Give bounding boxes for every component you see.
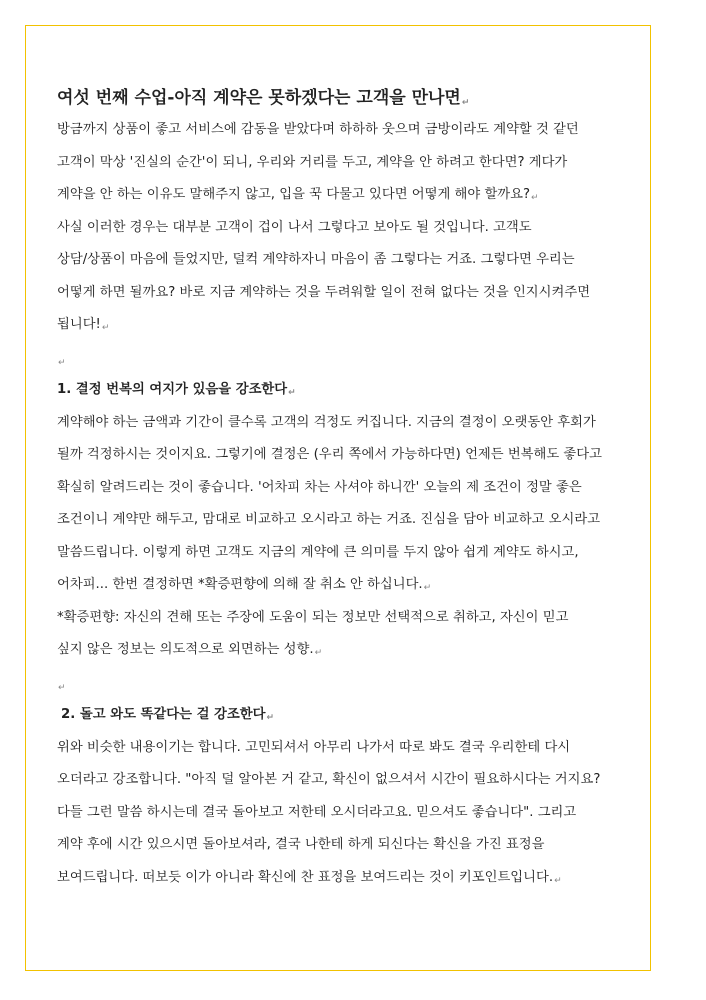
text-line: 오더라고 강조합니다. "아직 덜 알아본 거 같고, 확신이 없으셔서 시간이 필요하시다는 거지요?	[57, 772, 601, 787]
document-title: 여섯 번째 수업-아직 계약은 못하겠다는 고객을 만나면↵	[57, 88, 470, 108]
footnote-line: 싶지 않은 정보는 의도적으로 외면하는 성향.↵	[57, 642, 323, 658]
paragraph-mark-icon: ↵	[554, 875, 562, 886]
document-body	[57, 84, 657, 900]
text-line: 위와 비슷한 내용이기는 합니다. 고민되셔서 아무리 나가서 따로 봐도 결국 우리한테 다시	[57, 739, 571, 755]
text-line: 될까 걱정하시는 것이지요. 그렇기에 결정은 (우리 쪽에서 가능하다면) 언제든 번복해도 좋다고	[57, 447, 602, 462]
text-line: 어떻게 하면 될까요? 바로 지금 계약하는 것을 두려워할 일이 전혀 없다는 것을 인지시켜주면	[57, 284, 591, 300]
text-line: 사실 이러한 경우는 대부분 고객이 겁이 나서 그렇다고 보아도 될 것입니다. 고객도	[57, 219, 532, 235]
text-line: 조건이니 계약만 해두고, 맘대로 비교하고 오시라고 하는 거죠. 진심을 담아 비교하고 오시라고	[57, 512, 601, 527]
text-line: 계약을 안 하는 이유도 말해주지 않고, 입을 꾹 다물고 있다면 어떻게 해야 할까요?↵	[57, 187, 539, 203]
text-line: 말씀드립니다. 이렇게 하면 고객도 지금의 계약에 큰 의미를 두지 않아 쉽게 계약도 하시고,	[57, 544, 579, 560]
section-heading: 2. 돌고 와도 똑같다는 걸 강조한다↵	[61, 707, 274, 723]
paragraph-mark-icon: ↵	[531, 193, 539, 203]
text-line: 어차피... 한번 결정하면 *확증편향에 의해 잘 취소 안 하십니다.↵	[57, 577, 432, 593]
text-line: 계약 후에 시간 있으시면 돌아보셔라, 결국 나한테 하게 되신다는 확신을 가진 표정을	[57, 837, 545, 852]
paragraph-mark-icon: ↵	[58, 682, 66, 693]
text-line: 계약해야 하는 금액과 기간이 클수록 고객의 걱정도 커집니다. 지금의 결정이 오랫동안 후회가	[57, 414, 596, 430]
paragraph-mark-icon: ↵	[461, 98, 470, 108]
paragraph-mark-icon: ↵	[101, 323, 110, 333]
text-line: 다들 그런 말씀 하시는데 결국 돌아보고 저한테 오시더라고요. 믿으셔도 좋습니다". 그리고	[57, 804, 577, 820]
section-2	[57, 705, 657, 900]
text-line: 됩니다!↵	[57, 317, 110, 333]
text-line: 고객이 막상 '진실의 순간'이 되니, 우리와 거리를 두고, 계약을 안 하려고 한다면? 게다가	[57, 154, 568, 170]
paragraph-mark-icon: ↵	[58, 357, 66, 368]
section-heading: 1. 결정 번복의 여지가 있음을 강조한다↵	[57, 382, 296, 398]
empty-line	[57, 673, 657, 706]
intro-paragraph	[57, 120, 657, 348]
text-line: 확실히 알려드리는 것이 좋습니다. '어차피 차는 사셔야 하니깐' 오늘의 제 조건이 정말 좋은	[57, 479, 582, 495]
empty-line	[57, 348, 657, 381]
paragraph-mark-icon: ↵	[314, 648, 323, 658]
footnote-line: *확증편향: 자신의 견해 또는 주장에 도움이 되는 정보만 선택적으로 취하고, 자신이 믿고	[57, 609, 569, 625]
paragraph-mark-icon: ↵	[266, 713, 274, 723]
text-line: 보여드립니다. 떠보듯 이가 아니라 확신에 찬 표정을 보여드리는 것이 키포인트입니다.↵	[57, 869, 562, 886]
text-line: 방금까지 상품이 좋고 서비스에 감동을 받았다며 하하하 웃으며 금방이라도 계약할 것 같던	[57, 122, 579, 137]
text-line: 상담/상품이 마음에 들었지만, 덜컥 계약하자니 마음이 좀 그렇다는 거죠. 그렇다면 우리는	[57, 252, 575, 267]
paragraph-mark-icon: ↵	[423, 583, 432, 593]
section-1	[57, 380, 657, 673]
paragraph-mark-icon: ↵	[288, 388, 296, 398]
